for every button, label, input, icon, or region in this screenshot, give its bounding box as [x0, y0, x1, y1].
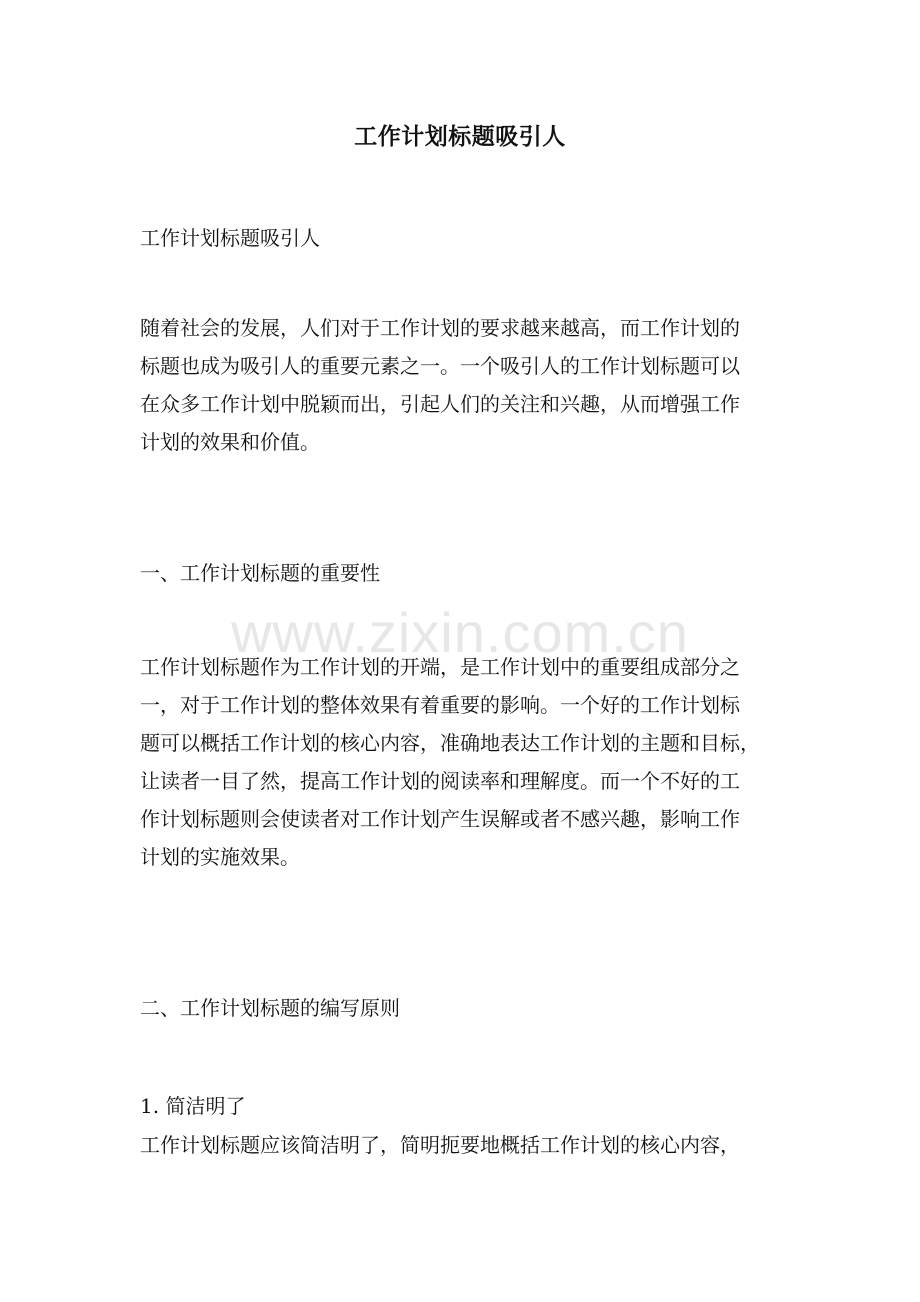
- paragraph-line: 工作计划标题作为工作计划的开端，是工作计划中的重要组成部分之: [140, 655, 740, 679]
- paragraph-line: 让读者一目了然，提高工作计划的阅读率和理解度。而一个不好的工: [140, 769, 740, 793]
- watermark: www.zixin.com.cn: [231, 601, 689, 664]
- document-subtitle: 工作计划标题吸引人: [140, 226, 320, 250]
- item-heading-concise: 1. 简洁明了: [140, 1094, 246, 1118]
- paragraph-line: 随着社会的发展，人们对于工作计划的要求越来越高，而工作计划的: [140, 316, 740, 340]
- paragraph-line: 在众多工作计划中脱颖而出，引起人们的关注和兴趣，从而增强工作: [140, 392, 740, 416]
- paragraph-line: 一，对于工作计划的整体效果有着重要的影响。一个好的工作计划标: [140, 693, 740, 717]
- paragraph-line: 作计划标题则会使读者对工作计划产生误解或者不感兴趣，影响工作: [140, 807, 740, 831]
- paragraph-line: 题可以概括工作计划的核心内容，准确地表达工作计划的主题和目标，: [140, 731, 760, 755]
- paragraph-line: 计划的效果和价值。: [140, 430, 320, 454]
- paragraph-line: 工作计划标题应该简洁明了，简明扼要地概括工作计划的核心内容，: [140, 1133, 740, 1157]
- importance-paragraph: [140, 648, 790, 876]
- intro-paragraph: [140, 309, 790, 461]
- section-heading-importance: 一、工作计划标题的重要性: [140, 561, 380, 585]
- concise-paragraph: [140, 1126, 790, 1164]
- paragraph-line: 标题也成为吸引人的重要元素之一。一个吸引人的工作计划标题可以: [140, 354, 740, 378]
- section-heading-principles: 二、工作计划标题的编写原则: [140, 996, 400, 1020]
- document-title: 工作计划标题吸引人: [354, 123, 566, 150]
- paragraph-line: 计划的实施效果。: [140, 845, 300, 869]
